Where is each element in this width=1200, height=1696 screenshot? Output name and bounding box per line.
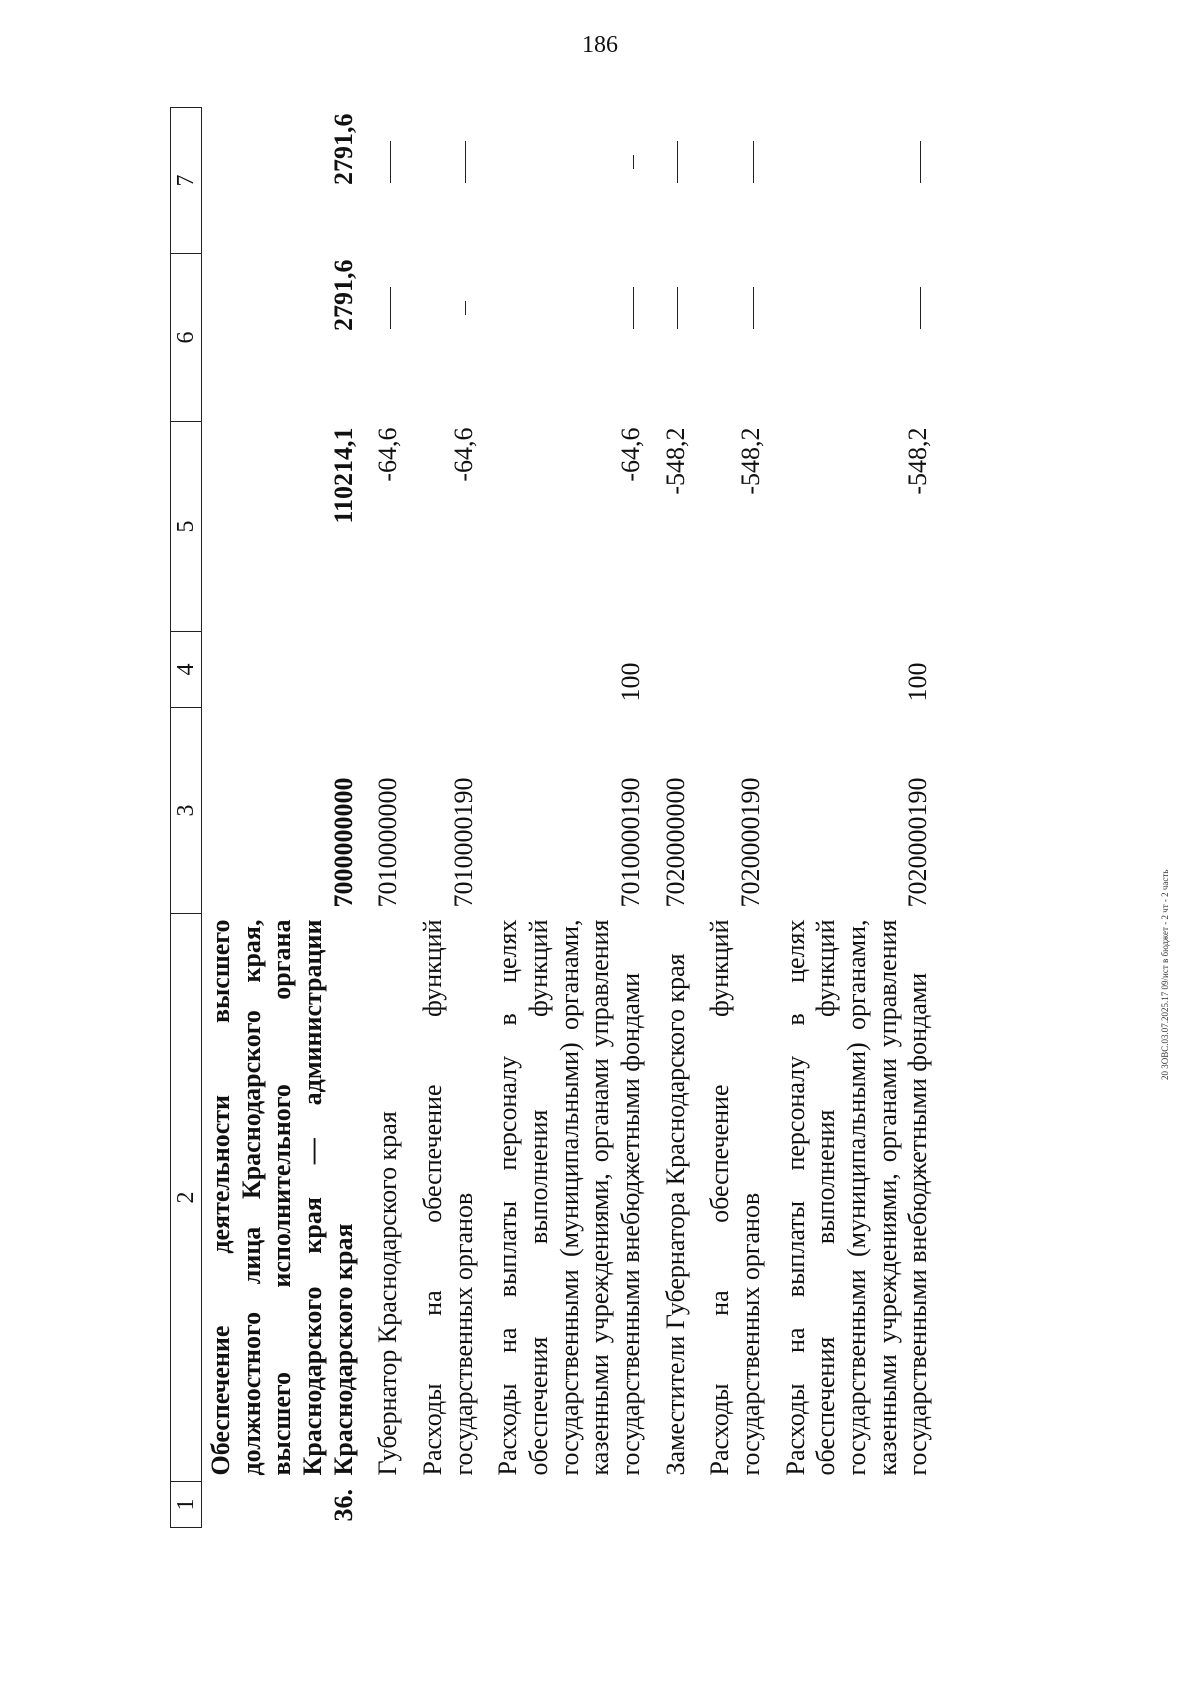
row-number <box>781 1482 948 1528</box>
dash-mark <box>920 288 921 330</box>
row-sum-col5: 110214,1 <box>328 427 358 524</box>
row-vr-code <box>418 632 493 708</box>
dash-mark <box>390 142 391 184</box>
row-sum-col7 <box>661 108 706 254</box>
row-sum-col6 <box>418 254 493 422</box>
dash-mark <box>920 142 921 184</box>
column-number-row <box>171 108 202 1528</box>
row-name: Обеспечение деятельности высшего должностного лица Краснодарского края, высшего исполнительного органа Краснодарского края — администрации Краснодарского края <box>206 919 358 1476</box>
row-sum-col6: 2791,6 <box>328 259 358 331</box>
row-kcsr-code: 7010000190 <box>616 777 646 908</box>
row-sum-col6 <box>781 254 948 422</box>
row-number <box>493 1482 660 1528</box>
row-kcsr-code: 7010000000 <box>373 777 403 908</box>
row-name: Расходы на обеспечение функций государственных органов <box>705 919 766 1476</box>
row-vr-code <box>373 632 418 708</box>
dash-mark <box>465 142 466 184</box>
dash-mark <box>677 142 678 184</box>
row-sum-col7 <box>705 108 780 254</box>
row-vr-code: 100 <box>903 662 933 702</box>
table-row <box>493 108 660 1528</box>
dash-mark <box>677 288 678 330</box>
col-header-3: 3 <box>171 708 202 914</box>
table-row <box>661 108 706 1528</box>
footer-code: 20 3ОВС.03.07.2025.17 09/ист в бюджет - 2 чт - 2 часть <box>1160 869 1170 1080</box>
table-body <box>202 108 949 1528</box>
dash-mark <box>465 302 466 316</box>
row-number <box>373 1482 418 1528</box>
col-header-6: 6 <box>171 254 202 422</box>
row-name: Расходы на выплаты персоналу в целях обеспечения выполнения функций государственными (муниципальными) органами, казенными учреждениями, органами управления государственными внебюджетными фондами <box>493 919 646 1476</box>
row-vr-code: 100 <box>616 662 646 702</box>
row-sum-col7 <box>373 108 418 254</box>
row-name: Заместители Губернатора Краснодарского края <box>660 953 690 1476</box>
row-sum-col6 <box>661 254 706 422</box>
dash-mark <box>753 288 754 330</box>
col-header-4: 4 <box>171 632 202 708</box>
row-sum-col7 <box>493 108 660 254</box>
page-number: 186 <box>582 32 618 58</box>
row-sum-col5: -64,6 <box>373 427 403 482</box>
dash-mark <box>633 288 634 330</box>
dash-mark <box>390 288 391 330</box>
row-number <box>705 1482 780 1528</box>
col-header-7: 7 <box>171 108 202 254</box>
row-vr-code <box>661 632 706 708</box>
row-sum-col7: 2791,6 <box>328 113 358 185</box>
row-sum-col6 <box>493 254 660 422</box>
row-kcsr-code: 7020000190 <box>736 777 766 908</box>
row-kcsr-code: 7020000190 <box>903 777 933 908</box>
row-sum-col5: -64,6 <box>448 427 478 482</box>
row-vr-code <box>202 632 374 708</box>
row-sum-col6 <box>705 254 780 422</box>
table-row <box>705 108 780 1528</box>
row-number <box>661 1482 706 1528</box>
row-name: Расходы на обеспечение функций государственных органов <box>418 919 478 1476</box>
col-header-5: 5 <box>171 422 202 632</box>
row-sum-col6 <box>373 254 418 422</box>
row-sum-col7 <box>418 108 493 254</box>
budget-table <box>170 107 948 1528</box>
table-row <box>781 108 948 1528</box>
col-header-2: 2 <box>171 914 202 1482</box>
row-sum-col5: -548,2 <box>736 427 766 495</box>
row-number: 36. <box>328 1489 358 1522</box>
row-sum-col5: -548,2 <box>903 427 933 495</box>
row-kcsr-code: 7010000190 <box>448 777 478 908</box>
row-number <box>418 1482 493 1528</box>
row-vr-code <box>705 632 780 708</box>
row-sum-col7 <box>781 108 948 254</box>
dash-mark <box>753 142 754 184</box>
row-name: Расходы на выплаты персоналу в целях обеспечения выполнения функций государственными (муниципальными) органами, казенными учреждениями, органами управления государственными внебюджетными фондами <box>780 919 933 1476</box>
row-kcsr-code: 7020000000 <box>660 777 690 908</box>
table-row <box>418 108 493 1528</box>
col-header-1: 1 <box>171 1482 202 1528</box>
table-row <box>202 108 374 1528</box>
dash-mark <box>633 156 634 170</box>
row-kcsr-code: 7000000000 <box>328 777 358 908</box>
row-name: Губернатор Краснодарского края <box>373 1111 403 1476</box>
row-sum-col5: -548,2 <box>660 427 690 495</box>
row-sum-col5: -64,6 <box>616 427 646 482</box>
table-row <box>373 108 418 1528</box>
rotated-table-wrapper <box>170 108 1200 1528</box>
